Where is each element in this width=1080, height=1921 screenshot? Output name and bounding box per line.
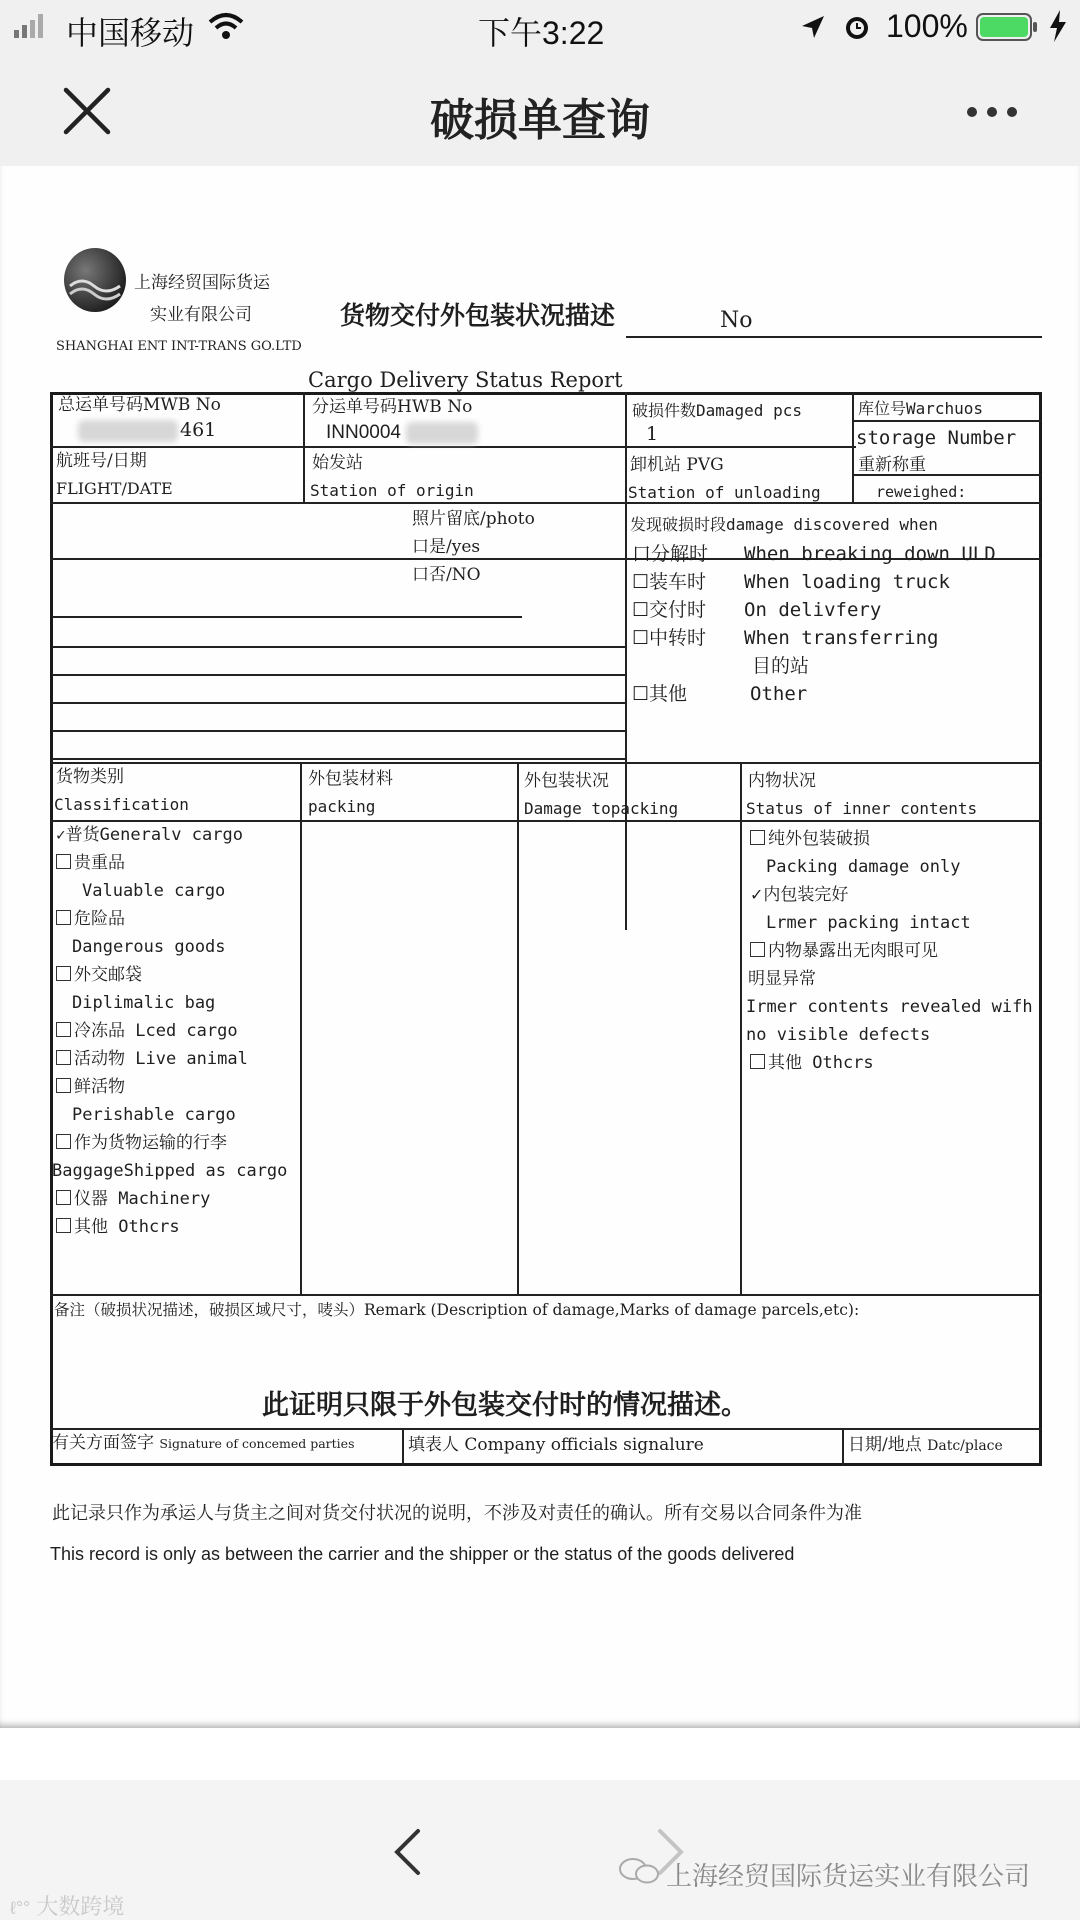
footer-note-en: This record is only as between the carrier and the shipper or the status of the goods delivered bbox=[50, 1544, 795, 1564]
mwb-label: 总运单号码MWB No bbox=[58, 395, 221, 415]
damaged-pcs-label: 破损件数Damaged pcs bbox=[632, 401, 802, 420]
alarm-icon bbox=[842, 10, 872, 42]
wifi-icon bbox=[208, 12, 244, 40]
class-valuable: 贵重品 bbox=[56, 854, 125, 874]
stage-breakdown-cn: 口分解时 bbox=[632, 543, 709, 565]
company-logo bbox=[62, 246, 128, 316]
class-label-cn: 货物类别 bbox=[56, 767, 124, 787]
more-options-icon[interactable] bbox=[964, 104, 1020, 120]
unloading-label-en: Station of unloading bbox=[628, 483, 821, 502]
photo-yes: 口是/yes bbox=[412, 537, 481, 557]
hwb-redaction bbox=[406, 422, 478, 444]
sign-parties-label: 有关方面签字 Signature of concemed parties bbox=[52, 1433, 355, 1453]
inner-contents-revealed-en: Irmer contents revealed wifh bbox=[746, 997, 1033, 1017]
nav-bar bbox=[0, 56, 1080, 166]
class-machinery: 仪器 Machinery bbox=[56, 1190, 210, 1210]
class-valuable-en: Valuable cargo bbox=[82, 881, 226, 901]
damage-discovered-label: 发现破损时段damage discovered when bbox=[630, 515, 938, 534]
stage-transfer-cn: ☐中转时 bbox=[632, 627, 707, 649]
class-diplomatic: 外交邮袋 bbox=[56, 966, 142, 986]
inner-contents-revealed: 内物暴露出无肉眼可见 bbox=[750, 942, 938, 962]
battery-icon bbox=[976, 12, 1038, 42]
class-baggage: 作为货物运输的行李 bbox=[56, 1134, 227, 1154]
damaged-pcs-value: 1 bbox=[646, 423, 659, 445]
class-dangerous-en: Dangerous goods bbox=[72, 937, 226, 957]
official-account-name: 上海经贸国际货运实业有限公司 bbox=[666, 1861, 1031, 1891]
hwb-label: 分运单号码HWB No bbox=[312, 397, 473, 417]
mwb-redaction bbox=[78, 420, 178, 442]
company-name-cn-1: 上海经贸国际货运 bbox=[134, 273, 270, 293]
damage-label-en: Damage topacking bbox=[524, 799, 679, 818]
battery-percent: 100% bbox=[886, 8, 968, 44]
class-diplomatic-en: Diplimalic bag bbox=[72, 993, 216, 1013]
inner-packing-damage-en: Packing damage only bbox=[766, 857, 961, 877]
company-name-en: SHANGHAI ENT INT-TRANS GO.LTD bbox=[56, 339, 302, 354]
flight-label-en: FLIGHT/DATE bbox=[56, 479, 173, 498]
inner-packing-intact: ✓ 内包装完好 bbox=[750, 886, 848, 906]
report-title-cn: 货物交付外包装状况描述 bbox=[340, 301, 616, 330]
report-number-label: No bbox=[720, 308, 753, 333]
storage-label-2: storage Number bbox=[856, 427, 1017, 449]
clock: 下午3:22 bbox=[478, 15, 605, 51]
packing-label-en: packing bbox=[308, 797, 376, 816]
mwb-value: 461 bbox=[180, 419, 217, 441]
damage-report-document bbox=[0, 166, 1080, 1728]
storage-label-1: 库位号Warchuos bbox=[858, 399, 984, 418]
class-live-animal: 活动物 Live animal bbox=[56, 1050, 248, 1070]
sign-date-label: 日期/地点 Datc/place bbox=[848, 1435, 1003, 1455]
reweigh-label-cn: 重新称重 bbox=[858, 455, 926, 475]
stage-loading-cn: ☐装车时 bbox=[632, 571, 707, 593]
company-name-cn-2: 实业有限公司 bbox=[150, 305, 252, 325]
signal-icon bbox=[14, 14, 48, 38]
class-general-cargo: ✓ 普货Generalv cargo bbox=[56, 826, 243, 846]
hwb-value: INN0004 bbox=[326, 422, 401, 443]
stage-loading-en: When loading truck bbox=[744, 571, 950, 593]
stage-delivery-cn: ☐交付时 bbox=[632, 599, 707, 621]
inner-others: 其他 Othcrs bbox=[750, 1054, 874, 1074]
status-bar bbox=[0, 0, 1080, 56]
stage-delivery-en: On delivfery bbox=[744, 599, 882, 621]
carrier-name: 中国移动 bbox=[66, 15, 195, 51]
page-title: 破损单查询 bbox=[430, 96, 650, 145]
class-iced: 冷冻品 Lced cargo bbox=[56, 1022, 238, 1042]
class-label-en: Classification bbox=[54, 795, 189, 814]
class-dangerous: 危险品 bbox=[56, 910, 125, 930]
packing-label-cn: 外包装材料 bbox=[308, 769, 393, 789]
charging-icon bbox=[1048, 10, 1068, 42]
class-perishable-en: Perishable cargo bbox=[72, 1105, 236, 1125]
watermark: ℓ°° 大数跨境 bbox=[10, 1894, 125, 1919]
class-perishable: 鲜活物 bbox=[56, 1078, 125, 1098]
footer-note-cn: 此记录只作为承运人与货主之间对货交付状况的说明，不涉及对责任的确认。所有交易以合同条件为准 bbox=[52, 1503, 862, 1524]
inner-packing-intact-en: Lrmer packing intact bbox=[766, 913, 971, 933]
photo-label: 照片留底/photo bbox=[412, 509, 535, 529]
watermark-icon: ℓ°° bbox=[10, 1898, 31, 1918]
sign-filler-label: 填表人 Company officials signalure bbox=[408, 1435, 704, 1455]
origin-label-cn: 始发站 bbox=[312, 453, 363, 473]
reweigh-label-en: reweighed: bbox=[876, 483, 967, 501]
stage-destination: 目的站 bbox=[752, 655, 810, 677]
class-baggage-en: BaggageShipped as cargo bbox=[52, 1161, 288, 1181]
stage-other-cn: ☐其他 bbox=[632, 683, 688, 705]
report-title-en: Cargo Delivery Status Report bbox=[308, 368, 623, 392]
statement: 此证明只限于外包装交付时的情况描述。 bbox=[262, 1390, 748, 1421]
inner-contents-abnormal: 明显异常 bbox=[748, 969, 816, 989]
origin-label-en: Station of origin bbox=[310, 481, 474, 500]
inner-no-defects-en: no visible defects bbox=[746, 1025, 931, 1045]
class-others: 其他 Othcrs bbox=[56, 1218, 180, 1238]
inner-label-cn: 内物状况 bbox=[748, 771, 816, 791]
bottom-bar bbox=[0, 1780, 1080, 1920]
wechat-icon bbox=[618, 1856, 662, 1886]
photo-no: 口否/NO bbox=[412, 565, 481, 585]
flight-label-cn: 航班号/日期 bbox=[56, 451, 147, 471]
stage-breakdown-en: When breaking down ULD bbox=[744, 543, 996, 565]
inner-label-en: Status of inner contents bbox=[746, 799, 978, 818]
location-icon bbox=[800, 14, 826, 40]
damage-label-cn: 外包装状况 bbox=[524, 771, 609, 791]
unloading-label-cn: 卸机站 PVG bbox=[630, 455, 724, 475]
inner-packing-damage: 纯外包装破损 bbox=[750, 830, 870, 850]
back-arrow-icon[interactable] bbox=[392, 1828, 422, 1876]
stage-transfer-en: When transferring bbox=[744, 627, 939, 649]
remark-label: 备注（破损状况描述，破损区域尺寸，唛头）Remark (Description of damage,Marks of damage parcels,etc): bbox=[54, 1301, 860, 1319]
stage-other-en: Other bbox=[750, 683, 808, 705]
